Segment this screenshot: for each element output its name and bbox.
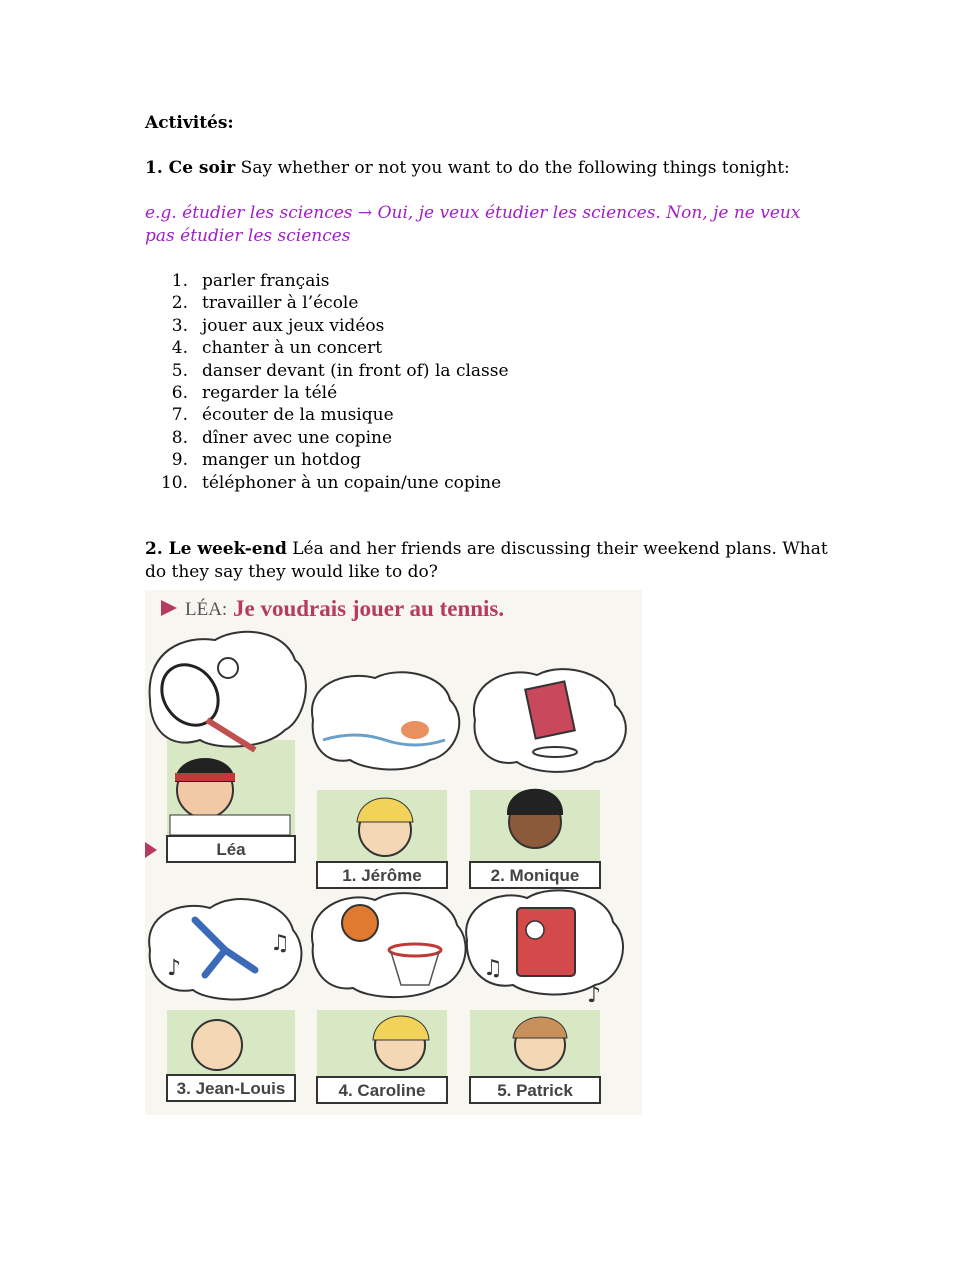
- exercise2-instruction: Léa and her friends are discussing their weekend plans. What do they say they would like to do?: [145, 539, 828, 583]
- activity-text: parler français: [202, 271, 330, 291]
- activity-number: 9.: [171, 450, 188, 471]
- activity-text: jouer aux jeux vidéos: [202, 315, 385, 336]
- thought-bubble-icon: [312, 672, 459, 769]
- caption-caroline: 4. Caroline: [338, 1081, 426, 1100]
- swimmer-icon: [401, 721, 429, 739]
- activity-number: 5.: [171, 360, 188, 381]
- model-sentence: Je voudrais jouer au tennis.: [233, 596, 505, 621]
- activity-number: 3.: [171, 315, 188, 336]
- basketball-icon: [342, 905, 378, 941]
- activity-text: travailler à l’école: [202, 293, 359, 314]
- document-page: [145, 112, 835, 584]
- exercise1-instruction: Say whether or not you want to do the following things tonight:: [235, 158, 790, 178]
- activity-item: [145, 427, 835, 449]
- activity-item: [145, 404, 835, 426]
- exercise2-title: 2. Le week-end: [145, 539, 287, 560]
- activity-text: dîner avec une copine: [202, 427, 393, 448]
- activity-item: [145, 449, 835, 471]
- music-note-icon: ♪: [167, 956, 182, 981]
- weekend-illustration: [145, 590, 642, 1115]
- section-title: Activités:: [145, 113, 234, 133]
- panel-jean-louis: [149, 899, 301, 1101]
- illustration-svg: [145, 590, 642, 1115]
- activity-list: [145, 270, 835, 494]
- tennis-ball-icon: [218, 658, 238, 678]
- panel-monique: [470, 669, 626, 888]
- panel-lea: [145, 632, 306, 862]
- activity-number: 4.: [171, 338, 188, 359]
- exercise1-example: e.g. étudier les sciences → Oui, je veux étudier les sciences. Non, je ne veux pas étudier les sciences: [145, 203, 801, 246]
- music-note-icon: ♫: [270, 931, 290, 956]
- activity-item: [145, 315, 835, 337]
- activity-item: [145, 292, 835, 314]
- exercise1-prompt: [145, 157, 835, 180]
- activity-number: 8.: [171, 427, 188, 448]
- activity-item: [145, 270, 835, 292]
- activity-number: 6.: [171, 383, 188, 404]
- activity-item: [145, 382, 835, 404]
- panel-caroline: [312, 893, 466, 1103]
- activity-text: danser devant (in front of) la classe: [202, 360, 509, 381]
- activity-text: regarder la télé: [202, 383, 338, 404]
- speaker-label: LÉA:: [185, 599, 228, 620]
- activity-text: chanter à un concert: [202, 338, 383, 359]
- caption-lea: Léa: [216, 840, 246, 859]
- activity-number: 1.: [171, 271, 188, 291]
- boy-face-icon: [192, 1020, 242, 1070]
- panel-patrick: [466, 890, 623, 1103]
- activity-text: manger un hotdog: [202, 450, 361, 471]
- activity-text: écouter de la musique: [202, 405, 394, 426]
- panel-jerome: [312, 672, 459, 888]
- activity-item: [145, 360, 835, 382]
- caption-jerome: 1. Jérôme: [342, 866, 422, 885]
- exercise1-title: 1. Ce soir: [145, 158, 236, 178]
- activity-number: 7.: [171, 405, 188, 426]
- music-note-icon: ♫: [483, 956, 503, 981]
- caption-monique: 2. Monique: [490, 866, 580, 885]
- activity-text: téléphoner à un copain/une copine: [202, 472, 502, 493]
- pointer-triangle-icon: [145, 842, 157, 858]
- plate-icon: [533, 747, 577, 757]
- activity-number: 10.: [160, 472, 188, 493]
- radio-icon: [517, 908, 575, 976]
- thought-bubble-icon: [312, 893, 466, 997]
- music-note-icon: ♪: [587, 983, 602, 1008]
- activity-item: [145, 337, 835, 359]
- activity-number: 2.: [171, 293, 188, 314]
- caption-jean-louis: 3. Jean-Louis: [176, 1079, 286, 1098]
- activity-item: [145, 472, 835, 494]
- play-triangle-icon: [161, 600, 177, 616]
- caption-patrick: 5. Patrick: [497, 1081, 573, 1100]
- exercise2-prompt: [145, 538, 835, 584]
